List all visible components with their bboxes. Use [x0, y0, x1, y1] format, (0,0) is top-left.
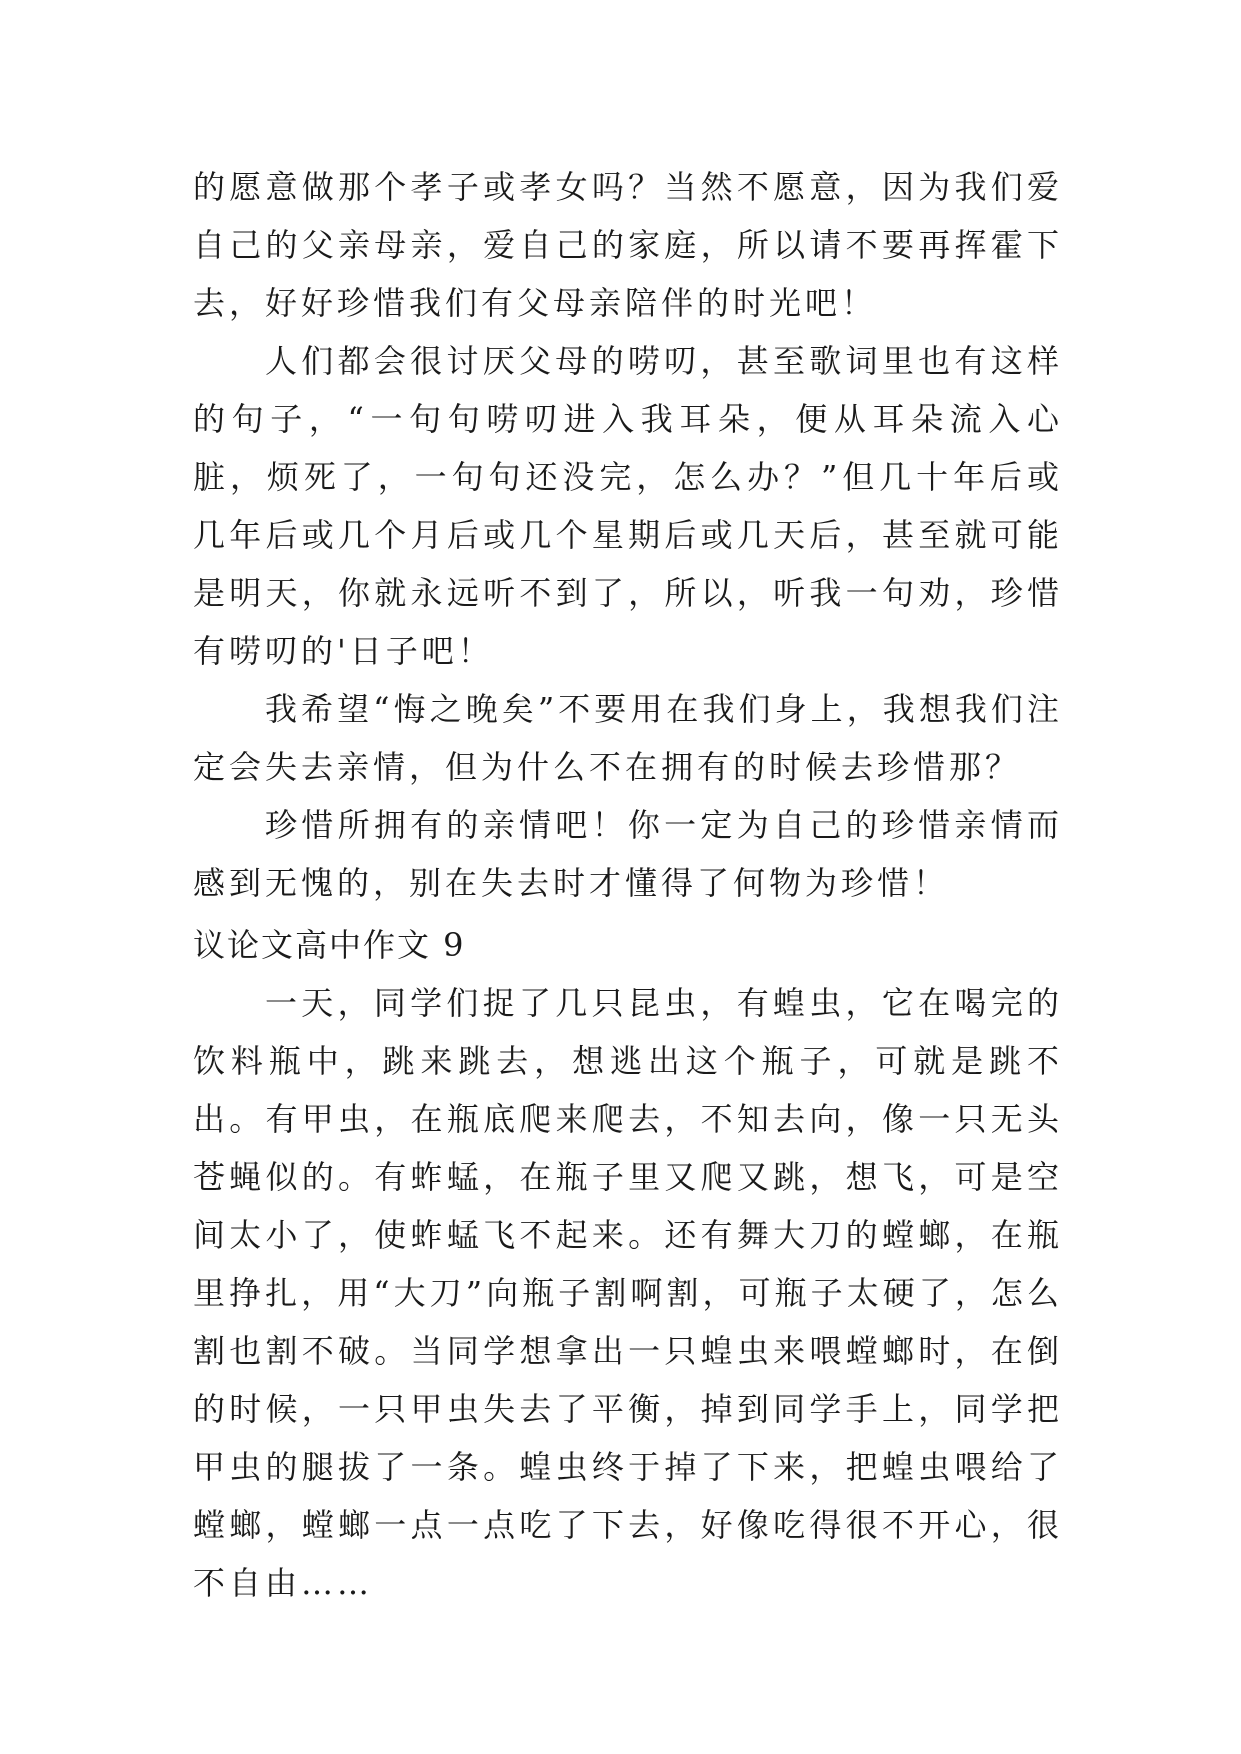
essay-section-1 [193, 158, 1063, 912]
paragraph-insects: 一天，同学们捉了几只昆虫，有蝗虫，它在喝完的饮料瓶中，跳来跳去，想逃出这个瓶子，可就是跳不出。有甲虫，在瓶底爬来爬去，不知去向，像一只无头苍蝇似的。有蚱蜢，在瓶子里又爬又跳，想飞，可是空间太小了，使蚱蜢飞不起来。还有舞大刀的螳螂，在瓶里挣扎，用“大刀”向瓶子割啊割，可瓶子太硬了，怎么割也割不破。当同学想拿出一只蝗虫来喂螳螂时，在倒的时候，一只甲虫失去了平衡，掉到同学手上，同学把甲虫的腿拔了一条。蝗虫终于掉了下来，把蝗虫喂给了螳螂，螳螂一点一点吃了下去，好像吃得很不开心，很不自由…… [193, 984, 1063, 1602]
paragraph-regret: 我希望“悔之晚矣”不要用在我们身上，我想我们注定会失去亲情，但为什么不在拥有的时候去珍惜那？ [193, 690, 1063, 786]
essay-section-2 [193, 974, 1063, 1612]
section-heading: 议论文高中作文 9 [193, 926, 466, 964]
paragraph-cherish: 珍惜所拥有的亲情吧！你一定为自己的珍惜亲情而感到无愧的，别在失去时才懂得了何物为珍惜！ [193, 806, 1063, 902]
paragraph-continuation: 的愿意做那个孝子或孝女吗？当然不愿意，因为我们爱自己的父亲母亲，爱自己的家庭，所以请不要再挥霍下去，好好珍惜我们有父母亲陪伴的时光吧！ [193, 168, 1063, 322]
paragraph-nagging: 人们都会很讨厌父母的唠叨，甚至歌词里也有这样的句子，“一句句唠叨进入我耳朵，便从耳朵流入心脏，烦死了，一句句还没完，怎么办？”但几十年后或几年后或几个月后或几个星期后或几天后，甚至就可能是明天，你就永远听不到了，所以，听我一句劝，珍惜有唠叨的'日子吧！ [193, 342, 1063, 670]
